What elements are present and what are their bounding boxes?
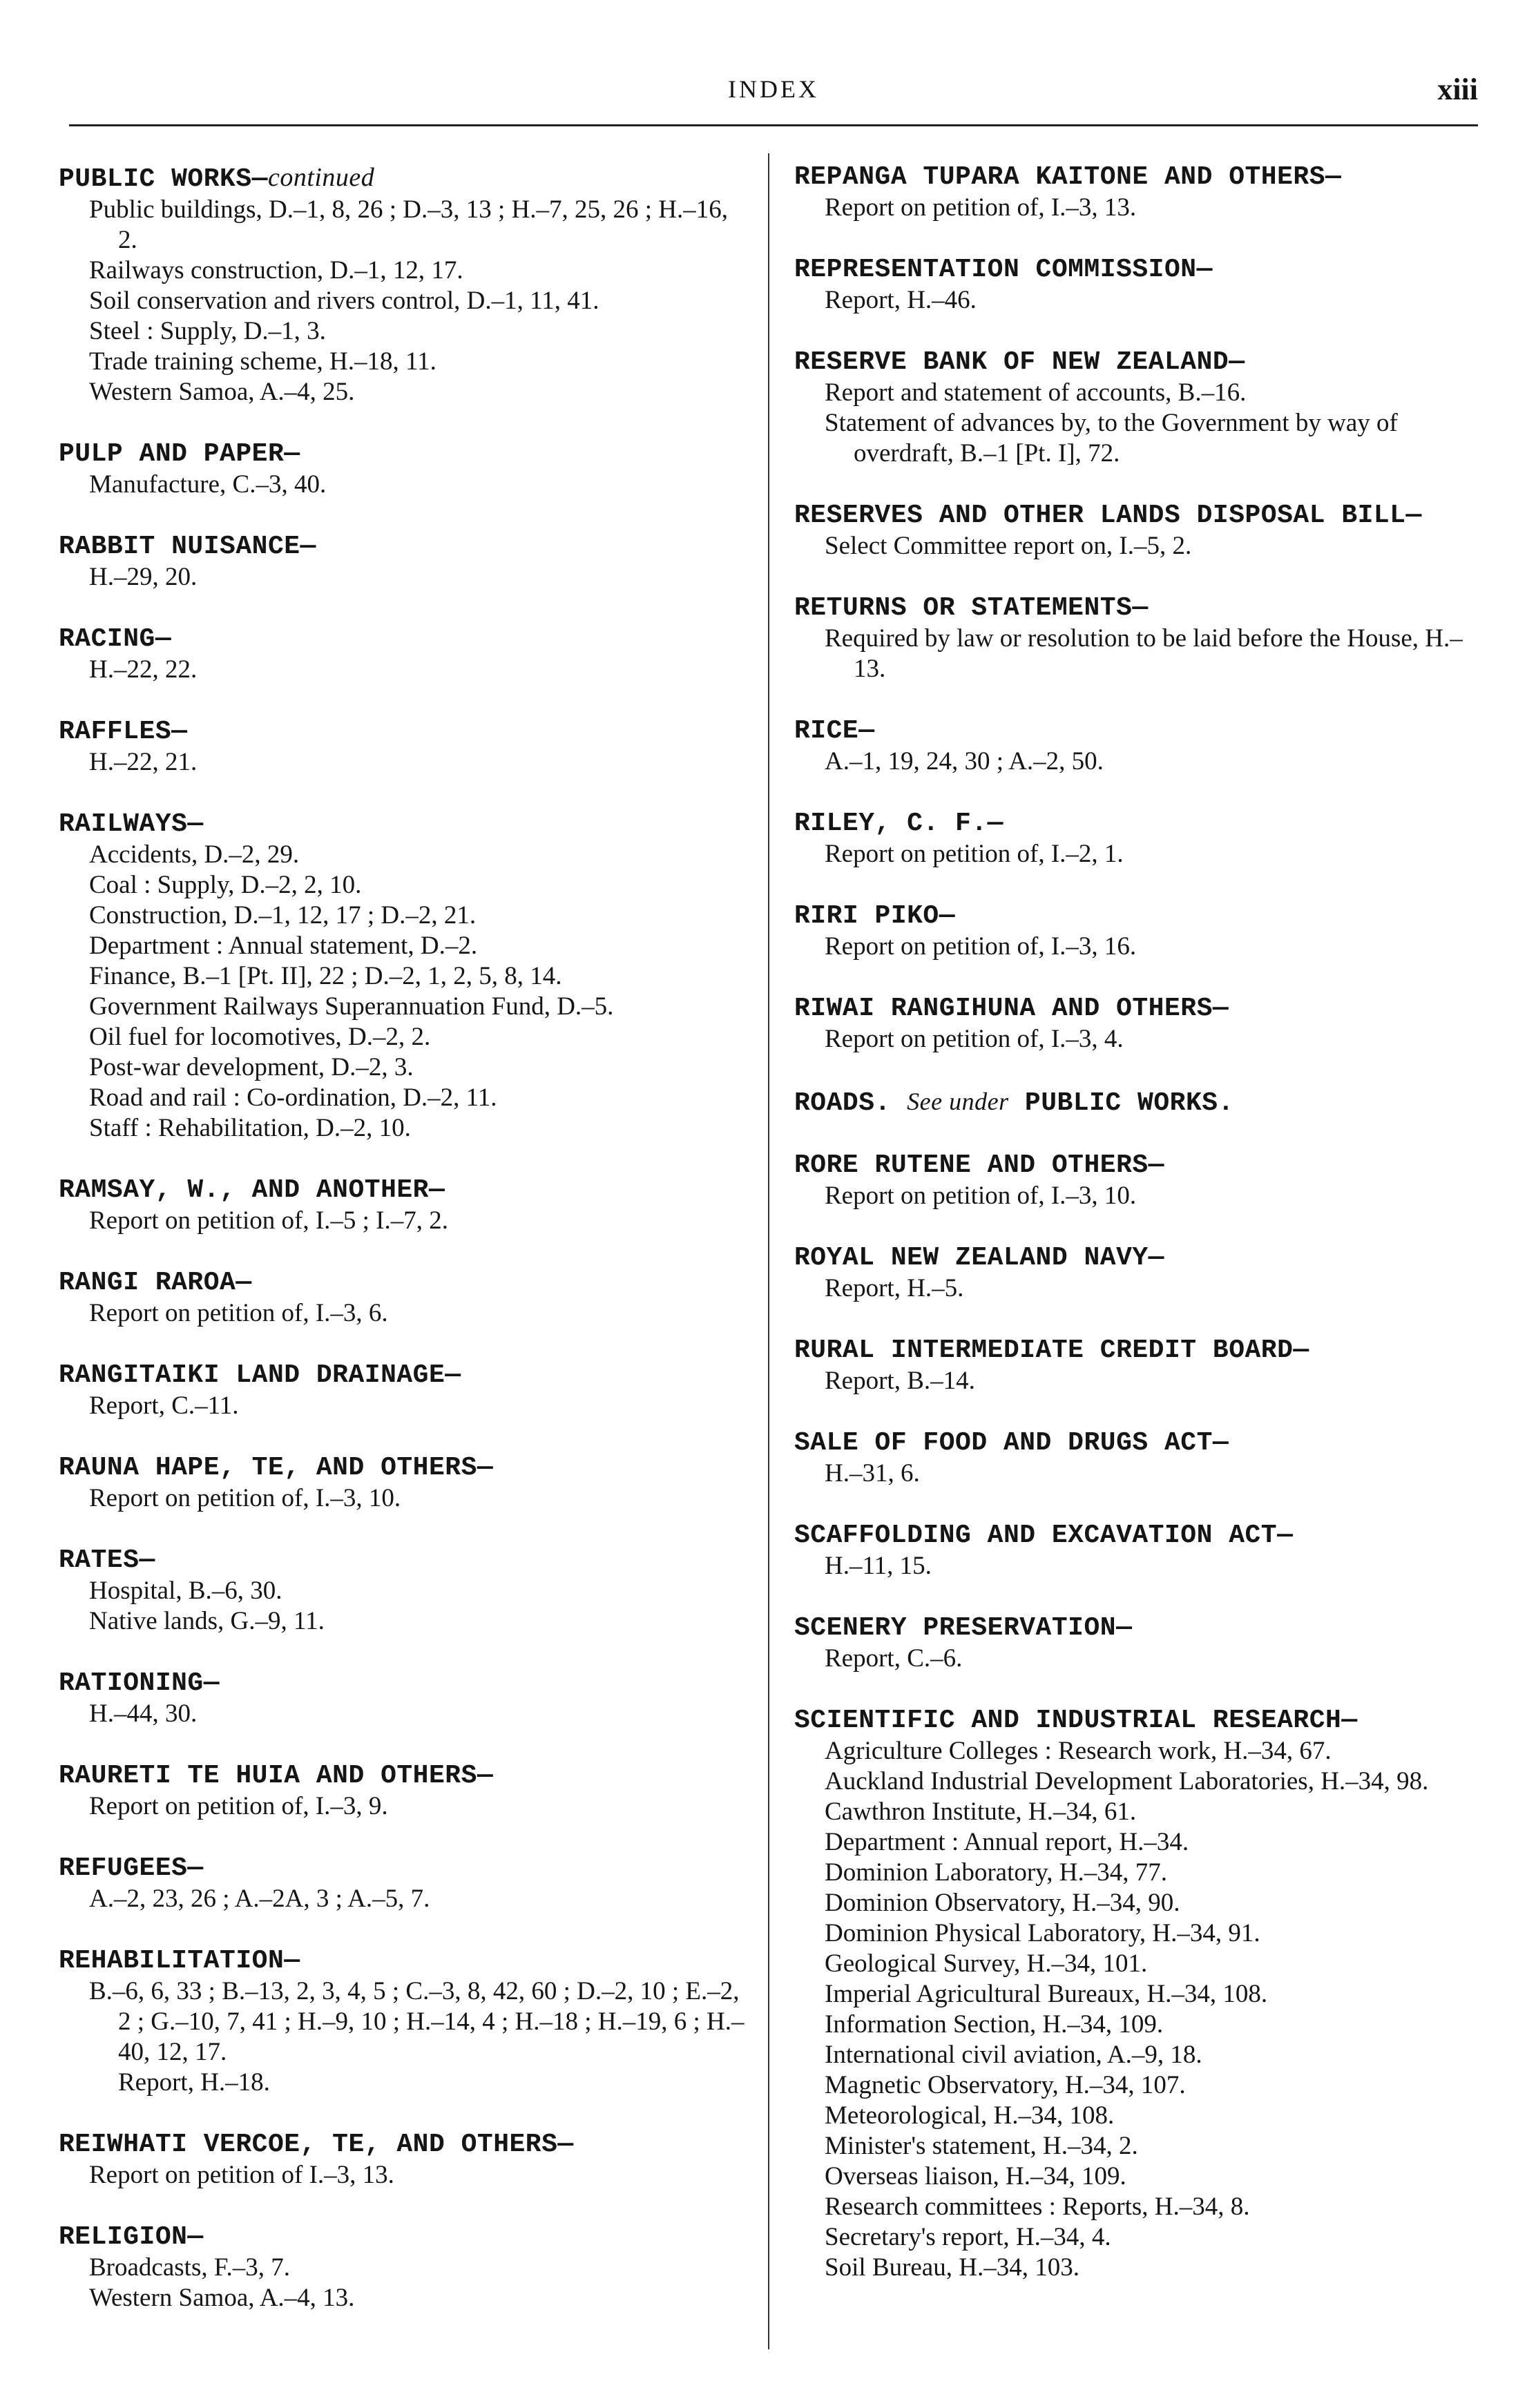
entry-subitem: Western Samoa, A.–4, 25. <box>89 378 355 406</box>
entry-subitem: Statement of advances by, to the Government by way of overdraft, B.–1 [Pt. I], 72. <box>825 409 1398 468</box>
heading-text: REHABILITATION— <box>59 1946 300 1976</box>
entry-subitem: Auckland Industrial Development Laboratories, H.–34, 98. <box>825 1767 1429 1795</box>
entry-subitem: Agriculture Colleges : Research work, H.–34, 67. <box>825 1737 1332 1765</box>
entry-subitem: Soil conservation and rivers control, D.–1, 11, 41. <box>89 287 599 315</box>
entry-subitem: Hospital, B.–6, 30. <box>89 1577 282 1605</box>
entry-heading <box>794 994 1492 1024</box>
index-entry <box>794 255 1492 316</box>
page-title: INDEX <box>728 75 819 103</box>
heading-text: REIWHATI VERCOE, TE, AND OTHERS— <box>59 2130 574 2159</box>
entry-subitem: Western Samoa, A.–4, 13. <box>89 2284 355 2312</box>
index-entry <box>794 162 1492 223</box>
index-entry <box>59 1360 753 1421</box>
index-entry <box>59 439 753 500</box>
index-entry <box>794 593 1492 684</box>
entry-heading <box>794 162 1492 193</box>
heading-text: SALE OF FOOD AND DRUGS ACT— <box>794 1428 1229 1458</box>
heading-text: RANGITAIKI LAND DRAINAGE— <box>59 1360 461 1390</box>
entry-heading <box>59 1175 753 1206</box>
heading-text: REFUGEES— <box>59 1853 204 1883</box>
index-entry <box>59 1946 753 2098</box>
heading-text: RIWAI RANGIHUNA AND OTHERS— <box>794 994 1229 1023</box>
index-entry <box>59 809 753 1144</box>
entry-subitem: Staff : Rehabilitation, D.–2, 10. <box>89 1114 411 1142</box>
heading-text: RILEY, C. F.— <box>794 809 1003 838</box>
entry-subitem: Government Railways Superannuation Fund, D.–5. <box>89 992 614 1021</box>
index-entry <box>794 501 1492 561</box>
heading-text: RACING— <box>59 624 172 654</box>
entry-heading <box>59 2130 753 2160</box>
entry-heading <box>59 1668 753 1699</box>
heading-text: PULP AND PAPER— <box>59 439 300 469</box>
entry-heading <box>59 1946 753 1976</box>
index-entry <box>794 901 1492 962</box>
entry-subitem: Overseas liaison, H.–34, 109. <box>825 2162 1126 2190</box>
index-entry <box>794 716 1492 777</box>
entry-subitem: Geological Survey, H.–34, 101. <box>825 1949 1148 1978</box>
entry-subitem: H.–29, 20. <box>89 563 198 591</box>
entry-heading <box>794 901 1492 932</box>
entry-heading <box>794 716 1492 747</box>
index-entry <box>794 1150 1492 1211</box>
entry-subitem: Minister's statement, H.–34, 2. <box>825 2132 1138 2160</box>
heading-text: RAFFLES— <box>59 717 188 747</box>
entry-subitem: Report on petition of, I.–3, 4. <box>825 1025 1124 1053</box>
heading-text: RESERVE BANK OF NEW ZEALAND— <box>794 347 1245 377</box>
entry-subitem: Report, H.–18. <box>118 2068 270 2097</box>
heading-text: SCENERY PRESERVATION— <box>794 1613 1133 1643</box>
entry-subitem: Road and rail : Co-ordination, D.–2, 11. <box>89 1083 497 1112</box>
entry-subitem: Soil Bureau, H.–34, 103. <box>825 2253 1079 2282</box>
entry-heading <box>59 532 753 562</box>
index-entry <box>59 624 753 685</box>
entry-subitem: Report, C.–6. <box>825 1644 963 1673</box>
entry-heading <box>59 1453 753 1483</box>
heading-text: RAILWAYS— <box>59 809 204 839</box>
entry-heading <box>59 809 753 840</box>
entry-heading <box>794 593 1492 624</box>
entry-subitem: Report on petition of, I.–3, 9. <box>89 1792 388 1820</box>
entry-subitem: Report on petition of, I.–2, 1. <box>825 840 1124 868</box>
heading-text: RAMSAY, W., AND ANOTHER— <box>59 1175 445 1205</box>
entry-subitem: Steel : Supply, D.–1, 3. <box>89 317 326 345</box>
entry-subitem: Construction, D.–1, 12, 17 ; D.–2, 21. <box>89 901 477 930</box>
heading-text: SCAFFOLDING AND EXCAVATION ACT— <box>794 1521 1294 1550</box>
heading-suffix: continued <box>267 163 375 192</box>
page-header <box>69 69 1478 126</box>
index-entry <box>59 717 753 778</box>
heading-text: ROADS. <box>794 1088 891 1118</box>
entry-subitem: Secretary's report, H.–34, 4. <box>825 2223 1111 2251</box>
heading-text: RELIGION— <box>59 2222 204 2252</box>
index-entry <box>794 347 1492 469</box>
index-entry <box>59 1268 753 1329</box>
entry-subitem: Magnetic Observatory, H.–34, 107. <box>825 2071 1186 2099</box>
entry-subitem: H.–44, 30. <box>89 1699 198 1728</box>
entry-subitem: Required by law or resolution to be laid before the House, H.–13. <box>825 624 1463 683</box>
index-entry <box>59 1175 753 1236</box>
entry-subitem: Report on petition of, I.–3, 16. <box>825 932 1137 961</box>
index-entry <box>794 1336 1492 1396</box>
entry-subitem: Post-war development, D.–2, 3. <box>89 1053 414 1081</box>
entry-subitem: Report on petition of, I.–3, 6. <box>89 1299 388 1327</box>
entry-heading <box>59 1761 753 1791</box>
index-entry <box>59 1545 753 1637</box>
entry-subitem: Report on petition of, I.–3, 10. <box>89 1484 401 1512</box>
heading-text: RETURNS OR STATEMENTS— <box>794 593 1149 623</box>
entry-heading <box>794 1086 1492 1119</box>
entry-subitem: Imperial Agricultural Bureaux, H.–34, 108. <box>825 1980 1268 2008</box>
entry-subitem: Report on petition of I.–3, 13. <box>89 2161 394 2189</box>
index-entry <box>794 1428 1492 1489</box>
index-entry <box>794 994 1492 1054</box>
entry-subitem: Dominion Laboratory, H.–34, 77. <box>825 1858 1167 1887</box>
entry-subitem: H.–11, 15. <box>825 1552 932 1580</box>
entry-heading <box>59 2222 753 2253</box>
entry-heading <box>59 1360 753 1391</box>
page-number: xiii <box>1437 73 1478 106</box>
entry-heading <box>794 809 1492 839</box>
entry-subitem: Report, C.–11. <box>89 1391 239 1420</box>
entry-subitem: Department : Annual statement, D.–2. <box>89 932 478 960</box>
heading-text: RATES— <box>59 1545 155 1575</box>
entry-heading <box>794 1521 1492 1551</box>
entry-heading <box>794 501 1492 531</box>
heading-text: RURAL INTERMEDIATE CREDIT BOARD— <box>794 1336 1309 1365</box>
entry-heading <box>59 624 753 655</box>
index-entry <box>59 1453 753 1514</box>
index-entry <box>794 1706 1492 2283</box>
entry-subitem: Coal : Supply, D.–2, 2, 10. <box>89 871 362 899</box>
entry-heading <box>794 1336 1492 1366</box>
entry-subitem: Cawthron Institute, H.–34, 61. <box>825 1798 1137 1826</box>
entry-subitem: Dominion Observatory, H.–34, 90. <box>825 1889 1180 1917</box>
entry-subitem: Information Section, H.–34, 109. <box>825 2010 1164 2039</box>
entry-subitem: Department : Annual report, H.–34. <box>825 1828 1189 1856</box>
heading-text: RICE— <box>794 716 875 746</box>
entry-heading <box>794 1613 1492 1644</box>
heading-text: PUBLIC WORKS— <box>59 164 268 194</box>
see-target: PUBLIC WORKS. <box>1024 1088 1234 1118</box>
entry-subitem: Dominion Physical Laboratory, H.–34, 91. <box>825 1919 1260 1947</box>
entry-subitem: H.–22, 21. <box>89 748 198 776</box>
heading-text: REPRESENTATION COMMISSION— <box>794 255 1213 285</box>
entry-heading <box>794 1706 1492 1736</box>
index-entry <box>794 1086 1492 1119</box>
left-column <box>59 162 753 2345</box>
entry-subitem: Select Committee report on, I.–5, 2. <box>825 532 1192 560</box>
entry-heading <box>59 1268 753 1298</box>
heading-text: RATIONING— <box>59 1668 220 1698</box>
heading-text: RORE RUTENE AND OTHERS— <box>794 1150 1164 1180</box>
entry-heading <box>794 1428 1492 1458</box>
heading-text: ROYAL NEW ZEALAND NAVY— <box>794 1243 1164 1273</box>
index-entry <box>59 1761 753 1822</box>
index-entry <box>794 1613 1492 1674</box>
entry-subitem: Public buildings, D.–1, 8, 26 ; D.–3, 13 ; H.–7, 25, 26 ; H.–16, 2. <box>89 195 729 254</box>
index-entry <box>794 1243 1492 1304</box>
entry-subitem: H.–31, 6. <box>825 1459 920 1487</box>
entry-subitem: A.–2, 23, 26 ; A.–2A, 3 ; A.–5, 7. <box>89 1885 430 1913</box>
entry-heading <box>59 162 753 195</box>
index-entry <box>59 2222 753 2313</box>
heading-text: RIRI PIKO— <box>794 901 956 931</box>
index-entry <box>59 1853 753 1914</box>
heading-text: SCIENTIFIC AND INDUSTRIAL RESEARCH— <box>794 1706 1358 1735</box>
right-column <box>794 162 1492 2315</box>
index-entry <box>59 2130 753 2190</box>
entry-subitem: B.–6, 6, 33 ; B.–13, 2, 3, 4, 5 ; C.–3, 8, 42, 60 ; D.–2, 10 ; E.–2, 2 ; G.–10, 7, 41 ; H.–9, 10 ; H.–14, 4 ; H.–18 ; H.–19, 6 ; H.–40, 12, 17. <box>89 1977 745 2066</box>
heading-text: RABBIT NUISANCE— <box>59 532 316 561</box>
heading-text: RAUNA HAPE, TE, AND OTHERS— <box>59 1453 494 1483</box>
entry-heading <box>59 1853 753 1884</box>
entry-subitem: International civil aviation, A.–9, 18. <box>825 2041 1202 2069</box>
entry-heading <box>59 439 753 470</box>
entry-subitem: Oil fuel for locomotives, D.–2, 2. <box>89 1023 431 1051</box>
index-entry <box>59 162 753 407</box>
entry-subitem: Report and statement of accounts, B.–16. <box>825 378 1247 407</box>
entry-subitem: Trade training scheme, H.–18, 11. <box>89 347 436 376</box>
see-text: See under <box>907 1088 1009 1115</box>
entry-subitem: Manufacture, C.–3, 40. <box>89 470 327 499</box>
entry-subitem: Research committees : Reports, H.–34, 8. <box>825 2193 1250 2221</box>
entry-subitem: H.–22, 22. <box>89 655 198 684</box>
index-entry <box>794 1521 1492 1581</box>
entry-subitem: Report, H.–5. <box>825 1274 964 1302</box>
entry-heading <box>794 1243 1492 1273</box>
entry-subitem: Accidents, D.–2, 29. <box>89 840 300 869</box>
entry-subitem: Report on petition of, I.–5 ; I.–7, 2. <box>89 1206 448 1235</box>
entry-subitem: Native lands, G.–9, 11. <box>89 1607 325 1635</box>
index-entry <box>794 809 1492 869</box>
heading-text: REPANGA TUPARA KAITONE AND OTHERS— <box>794 162 1342 192</box>
entry-subitem: Report, B.–14. <box>825 1367 975 1395</box>
entry-subitem: Report on petition of, I.–3, 10. <box>825 1182 1137 1210</box>
entry-heading <box>794 1150 1492 1181</box>
entry-subitem: Report on petition of, I.–3, 13. <box>825 193 1137 222</box>
heading-text: RANGI RAROA— <box>59 1268 252 1298</box>
entry-subitem: Broadcasts, F.–3, 7. <box>89 2253 290 2282</box>
entry-heading <box>794 255 1492 285</box>
entry-heading <box>794 347 1492 378</box>
entry-subitem: Report, H.–46. <box>825 286 977 314</box>
index-entry <box>59 1668 753 1729</box>
heading-text: RAURETI TE HUIA AND OTHERS— <box>59 1761 494 1791</box>
entry-subitem: A.–1, 19, 24, 30 ; A.–2, 50. <box>825 747 1104 776</box>
entry-subitem: Meteorological, H.–34, 108. <box>825 2101 1115 2130</box>
entry-heading <box>59 1545 753 1576</box>
index-entry <box>59 532 753 593</box>
entry-subitem: Railways construction, D.–1, 12, 17. <box>89 256 463 285</box>
column-divider <box>768 153 769 2349</box>
entry-subitem: Finance, B.–1 [Pt. II], 22 ; D.–2, 1, 2, 5, 8, 14. <box>89 962 562 990</box>
entry-heading <box>59 717 753 747</box>
heading-text: RESERVES AND OTHER LANDS DISPOSAL BILL— <box>794 501 1422 530</box>
